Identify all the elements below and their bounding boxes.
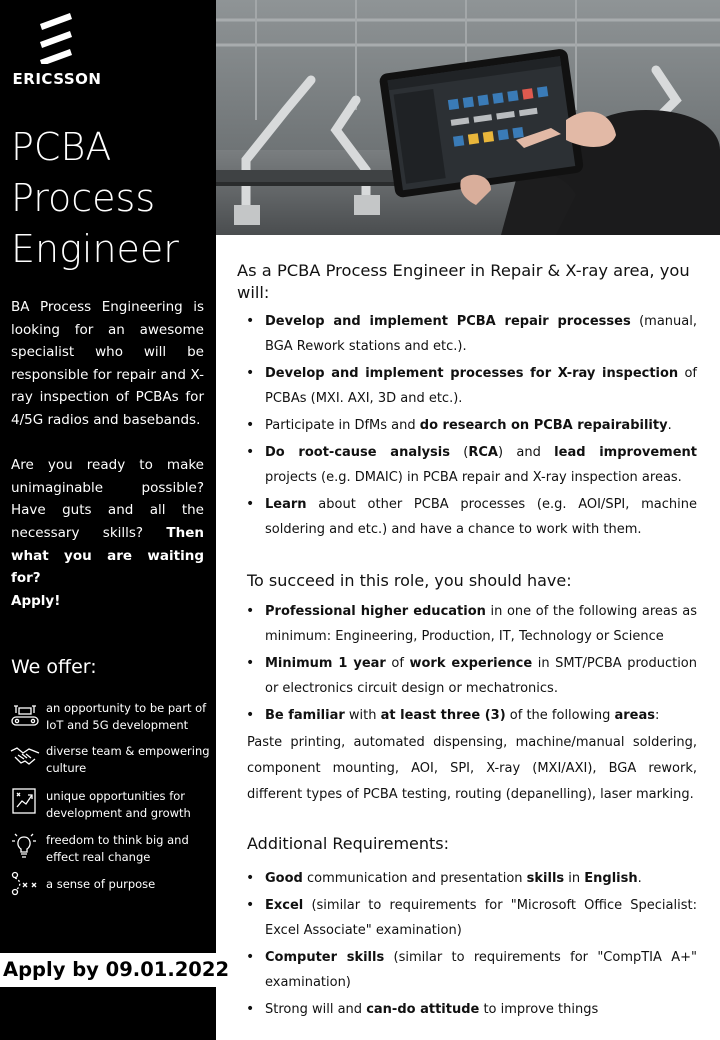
lightbulb-icon xyxy=(9,832,41,860)
list-item: • Good communication and presentation skills in English. xyxy=(237,866,697,891)
apply-deadline: Apply by 09.01.2022 xyxy=(0,953,216,987)
offer-item xyxy=(9,743,210,776)
purpose-path-icon xyxy=(9,870,41,898)
offer-item xyxy=(9,832,210,865)
job-title-line: Engineer xyxy=(11,227,179,271)
offer-item-text: diverse team & empowering culture xyxy=(46,744,210,775)
offer-item xyxy=(9,788,210,821)
offer-item-text: freedom to think big and effect real change xyxy=(46,833,189,864)
factory-tablet-illustration xyxy=(216,0,720,235)
offer-item-text: a sense of purpose xyxy=(46,877,156,891)
ericsson-logo-icon xyxy=(38,12,74,64)
succeed-list xyxy=(237,599,697,728)
list-item: • Develop and implement processes for X-ray inspection of PCBAs (MXI. AXI, 3D and etc.). xyxy=(237,361,697,411)
succeed-heading: To succeed in this role, you should have: xyxy=(247,571,572,590)
offer-item-text: unique opportunities for development and growth xyxy=(46,789,191,820)
role-heading: As a PCBA Process Engineer in Repair & X-ray area, you will: xyxy=(237,261,690,302)
list-item: • Professional higher education in one of the following areas as minimum: Engineering, Production, IT, Technology or Science xyxy=(237,599,697,649)
intro-text xyxy=(11,296,204,612)
iot-device-icon xyxy=(9,700,41,728)
brand-name: ERICSSON xyxy=(12,70,102,88)
intro-paragraph: BA Process Engineering is looking for an awesome specialist who will be responsible for repair and X-ray inspection of PCBAs for 4/5G radios and basebands. xyxy=(11,299,204,428)
apply-call: Apply! xyxy=(11,592,61,609)
list-item: • Learn about other PCBA processes (e.g. AOI/SPI, machine soldering and etc.) and have a chance to work with them. xyxy=(237,492,697,542)
role-section xyxy=(237,260,697,542)
intro-question xyxy=(11,454,204,612)
growth-chart-icon xyxy=(9,788,41,816)
list-item: • Develop and implement PCBA repair processes (manual, BGA Rework stations and etc.). xyxy=(237,309,697,359)
list-item: • Strong will and can-do attitude to improve things xyxy=(237,997,697,1022)
additional-heading: Additional Requirements: xyxy=(247,834,450,853)
job-title-line: Process xyxy=(11,176,156,220)
succeed-section xyxy=(247,571,697,808)
offer-item-text: an opportunity to be part of IoT and 5G development xyxy=(46,701,207,732)
role-list xyxy=(237,309,697,542)
list-item: • Computer skills (similar to requirements for "CompTIA A+" examination) xyxy=(237,945,697,995)
job-title-line: PCBA xyxy=(11,125,112,169)
list-item: • Participate in DfMs and do research on PCBA repairability. xyxy=(237,413,697,438)
intro-question-text: Are you ready to make unimaginable possible? Have guts and all the necessary skills? xyxy=(11,457,204,541)
sidebar xyxy=(0,0,230,1040)
handshake-icon xyxy=(9,743,41,771)
job-title xyxy=(11,122,179,275)
offer-item xyxy=(9,700,210,733)
additional-section xyxy=(247,834,697,1022)
list-item: • Do root-cause analysis (RCA) and lead improvement projects (e.g. DMAIC) in PCBA repair and X-ray inspection areas. xyxy=(237,440,697,490)
offer-title: We offer: xyxy=(11,656,97,678)
hero-photo xyxy=(216,0,720,235)
intro-question-bold: Then what you are waiting for? xyxy=(11,524,205,587)
list-item: • Minimum 1 year of work experience in SMT/PCBA production or electronics circuit design or mechatronics. xyxy=(237,651,697,701)
offer-item xyxy=(9,870,210,898)
areas-text: Paste printing, automated dispensing, machine/manual soldering, component mounting, AOI, SPI, X-ray (MXI/AXI), BGA rework, different types of PCBA testing, routing (depanelling), laser marking. xyxy=(247,735,697,802)
list-item: • Excel (similar to requirements for "Microsoft Office Specialist: Excel Associate" examination) xyxy=(237,893,697,943)
additional-list xyxy=(237,866,697,1022)
list-item: • Be familiar with at least three (3) of the following areas: xyxy=(237,703,697,728)
